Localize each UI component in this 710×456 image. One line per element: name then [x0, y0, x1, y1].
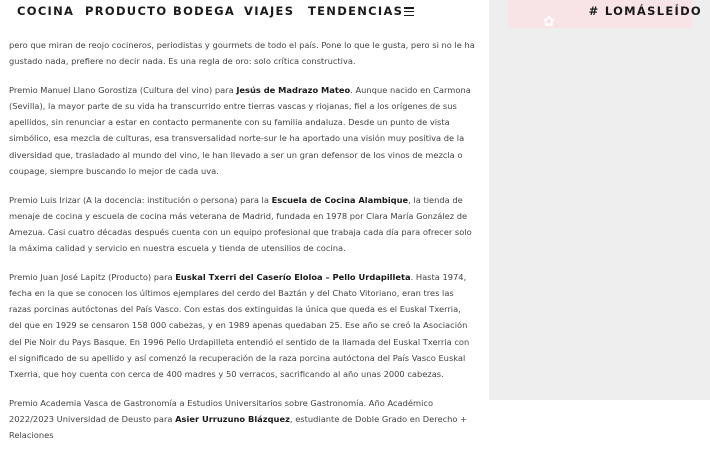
awardee-name: Asier Urruzuno Blázquez	[175, 413, 290, 424]
paragraph-text: . Hasta 1974, fecha en la que se conocen los últimos ejemplares del cerdo del Baztán y del Chato Vitoriano, eran tres las razas porcinas autóctonas del País Vasco. Con estas dos extinguidas la única que queda es el Euskal Txerria, del que en 1929 se censaron 158 000 cabezas, y en 1989 apenas quedaban 25. Ese año se creó la Asociación del Pie Noir du Pays Basque. En 1996 Pello Urdapilleta entendió el sentido de la llamada del Euskal Txerria con el significado de su apellido y así comenzó la recuperación de la raza porcina autóctona del País Vasco Euskal Txerria, que hoy cuenta con cerca de 400 madres y 50 verracos, sacrificando al año unas 2000 cabezas.	[9, 272, 470, 379]
flower-icon: ✿	[543, 14, 555, 30]
nav-item-producto[interactable]: PRODUCTO	[85, 4, 168, 18]
article-paragraph-wine-culture	[9, 82, 475, 179]
article-paragraph-teaching	[9, 192, 475, 256]
paragraph-text: , estudiante de Doble Grado en Derecho + Relaciones	[9, 413, 468, 440]
top-navigation	[0, 0, 489, 26]
article-paragraph-intro: pero que miran de reojo cocineros, periodistas y gourmets de todo el país. Pone lo que le gusta, pero si no le ha gustado nada, prefiere no decir nada. Es una regla de oro: solo crítica constructiva.	[9, 40, 475, 67]
nav-item-tendencias[interactable]: TENDENCIAS	[308, 4, 404, 18]
sidebar	[489, 0, 710, 400]
article-paragraph-university	[9, 395, 475, 443]
nav-item-cocina[interactable]: COCINA	[17, 4, 75, 18]
article-body	[9, 37, 475, 456]
article-paragraph-product	[9, 269, 475, 382]
awardee-name: Euskal Txerri del Caserío Eloloa – Pello Urdapilleta	[175, 272, 411, 283]
paragraph-text: Premio Juan José Lapitz (Producto) para	[9, 272, 176, 283]
paragraph-text: Premio Manuel Llano Gorostiza (Cultura del vino) para	[9, 85, 237, 96]
nav-item-bodega[interactable]: BODEGA	[173, 4, 236, 18]
awardee-name: Escuela de Cocina Alambique	[271, 194, 409, 205]
paragraph-text: Premio Luis Irizar (A la docencia: institución o persona) para la	[9, 194, 272, 205]
awardee-name: Jesús de Madrazo Mateo	[236, 85, 351, 96]
most-read-link[interactable]: # LOMÁSLEÍDO	[588, 4, 702, 18]
nav-item-viajes[interactable]: VIAJES	[244, 4, 295, 18]
paragraph-text: , la tienda de menaje de cocina y escuela de cocina más veterana de Madrid, fundada en 1978 por Clara María González de Amezua. Casi cuatro décadas después cuenta con un equipo profesional que trabaja cada día para ofrecer solo la máxima calidad y servicio en nuestra escuela y tienda de utensilios de cocina.	[9, 194, 472, 254]
paragraph-text: . Aunque nacido en Carmona (Sevilla), la mayor parte de su vida ha transcurrido entre tierras vascas y riojanas, fiel a los orígenes de sus apellidos, sin renunciar a estar en contacto permanente con su familia andaluza. Desde un punto de vista simbólico, esa mezcla de culturas, esa transversalidad norte-sur le ha aportado una visión muy positiva de la diversidad que, trasladado al mundo del vino, le han llevado a ser un gran defensor de los vinos de mezcla o coupage, siempre buscando lo mejor de cada uva.	[9, 85, 471, 176]
paragraph-text: Premio Academia Vasca de Gastronomía a Estudios Universitarios sobre Gastronomía. Año Académico 2022/2023 Universidad de Deusto para	[9, 397, 434, 424]
hamburger-icon[interactable]	[404, 7, 414, 16]
